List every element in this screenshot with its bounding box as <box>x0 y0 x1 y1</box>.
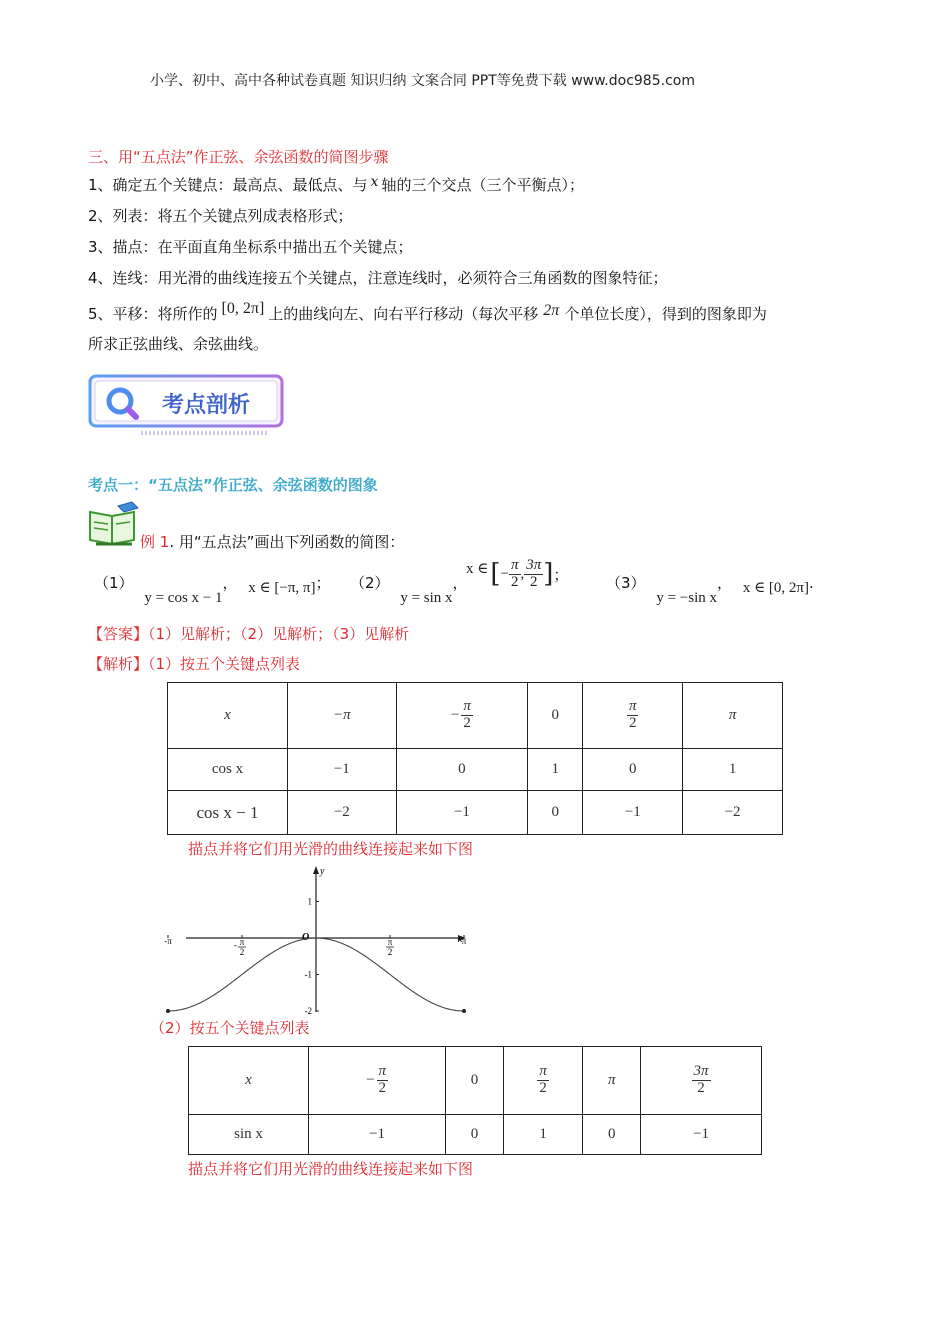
table-1-header-cell <box>683 683 783 749</box>
table-1-cell: 1 <box>683 749 783 791</box>
table-1-row-label: x <box>168 683 288 749</box>
origin-label: O <box>302 932 310 943</box>
problem-2-func: y = sin x <box>400 590 453 606</box>
y-tick-label: 1 <box>307 896 312 907</box>
table-2-sin-row <box>189 1115 762 1155</box>
table-2-row-label: x <box>189 1047 309 1115</box>
table-1-cell: 0 <box>396 749 527 791</box>
answer <box>88 623 409 644</box>
fraction-numerator: 3π <box>693 1063 709 1080</box>
table-1-cosm1-row <box>168 791 783 835</box>
table-1-row-label: cos x <box>168 749 288 791</box>
problem-2-upper-den: 2 <box>530 573 538 590</box>
table-2-header-cell <box>583 1047 641 1115</box>
step-5-cont: 所求正弦曲线、余弦曲线。 <box>88 335 269 353</box>
fraction <box>537 1064 549 1097</box>
problem-3-sep: ， <box>717 574 733 592</box>
problem-2-lower-num: π <box>510 557 519 573</box>
example-1 <box>140 531 404 552</box>
table-1-cell: 0 <box>528 791 583 835</box>
minus-sign: − <box>450 706 460 723</box>
table-1-header-cell <box>288 683 397 749</box>
table-2-header-cell <box>446 1047 504 1115</box>
problem-2-bracket-right: ] <box>543 559 554 590</box>
problem-2-bracket-left: [ <box>490 559 501 590</box>
table-2-header-cell <box>309 1047 446 1115</box>
data-point <box>462 1009 466 1013</box>
step-1-text-a: 1、确定五个关键点：最高点、最低点、与 <box>88 176 368 194</box>
example-text: . 用“五点法”画出下列函数的简图： <box>169 533 405 551</box>
table-1 <box>167 682 783 835</box>
answer-label: 【答案】 <box>88 625 149 643</box>
header-value: 0 <box>551 707 559 723</box>
problem-1-sep: ， <box>222 574 238 592</box>
fraction <box>461 699 473 732</box>
step-1 <box>88 174 584 195</box>
problem-2-domain-x: x ∈ <box>466 560 489 577</box>
header-value: 0 <box>470 1072 479 1088</box>
fraction-numerator: π <box>628 698 637 715</box>
caption-1: 描点并将它们用光滑的曲线连接起来如下图 <box>188 840 474 858</box>
x-tick-label: π <box>461 936 467 946</box>
fraction-denominator: 2 <box>628 715 637 731</box>
fraction-numerator: π <box>463 698 471 715</box>
cos-graph <box>164 862 480 1016</box>
step-5-text-c: 个单位长度），得到的图象即为 <box>564 305 767 323</box>
y-tick-label: -1 <box>304 969 312 980</box>
problem-2 <box>350 572 468 606</box>
y-axis-label: y <box>320 866 325 877</box>
table-2-header-row <box>189 1047 762 1115</box>
fraction-denominator: 2 <box>697 1080 705 1096</box>
kaodian-banner <box>86 372 286 436</box>
problem-2-sep: ， <box>452 574 468 592</box>
kaodian-title: 考点一：“五点法”作正弦、余弦函数的图象 <box>88 476 378 494</box>
table-1-cell: −2 <box>683 791 783 835</box>
table-1-cell: −1 <box>288 749 397 791</box>
table-2-header-cell <box>641 1047 762 1115</box>
table-1-row-label: cos x − 1 <box>168 791 288 835</box>
problem-3 <box>606 572 814 606</box>
step-5-interval: [0, 2π] <box>221 300 265 317</box>
table-1-header-cell <box>528 683 583 749</box>
fraction-denominator: 2 <box>463 715 471 731</box>
problem-1-func: y = cos x − 1 <box>144 590 223 606</box>
fraction <box>692 1064 711 1097</box>
table-2-cell: −1 <box>641 1115 762 1155</box>
problem-1 <box>94 572 331 606</box>
problem-2-end: ； <box>553 565 569 584</box>
table-1-cell: 0 <box>583 749 683 791</box>
x-tick-label: π <box>239 937 245 947</box>
table-1-cell: 1 <box>528 749 583 791</box>
fraction-numerator: π <box>539 1063 547 1080</box>
problem-3-num: （3） <box>606 574 646 592</box>
table-1-cell: −1 <box>583 791 683 835</box>
x-tick-label: 2 <box>239 947 245 957</box>
table-1-header-row <box>168 683 783 749</box>
step-5-text-b: 上的曲线向左、向右平行移动（每次平移 <box>268 305 539 323</box>
caption-2: 描点并将它们用光滑的曲线连接起来如下图 <box>188 1160 474 1178</box>
fraction-numerator: π <box>378 1063 387 1080</box>
step-1-text-b: 轴的三个交点（三个平衡点）； <box>381 176 584 194</box>
table-2-cell: 0 <box>583 1115 641 1155</box>
section-title: 三、用“五点法”作正弦、余弦函数的简图步骤 <box>88 148 389 166</box>
header-value: π <box>728 707 737 723</box>
problem-3-domain: x ∈ [0, 2π] <box>742 580 809 596</box>
problem-1-num: （1） <box>94 574 134 592</box>
table-2-cell: 0 <box>446 1115 504 1155</box>
table-2-cell: 1 <box>503 1115 583 1155</box>
header-value: −π <box>332 707 351 723</box>
y-axis-arrow <box>313 866 319 874</box>
problem-2-lower-den: 2 <box>510 573 519 590</box>
problem-2-lower-frac <box>509 558 521 591</box>
step-3: 3、描点：在平面直角坐标系中描出五个关键点； <box>88 238 413 256</box>
problem-2-minus: − <box>500 565 509 582</box>
minus-sign: − <box>366 1071 375 1088</box>
fraction-denominator: 2 <box>539 1080 547 1096</box>
table-2-row-label: sin x <box>189 1115 309 1155</box>
problem-2-domain <box>466 558 568 591</box>
table-1-cell: −2 <box>288 791 397 835</box>
analysis-text: （1）按五个关键点列表 <box>148 655 301 673</box>
fraction <box>627 699 639 732</box>
x-tick-label: - <box>234 940 237 950</box>
problem-2-comma: , <box>520 565 525 582</box>
step-5 <box>88 300 767 324</box>
book-icon <box>86 500 142 546</box>
x-tick-label: -π <box>164 936 172 946</box>
table-2-cell: −1 <box>309 1115 446 1155</box>
data-point <box>166 1009 170 1013</box>
problem-3-end: . <box>808 574 814 592</box>
step-5-text-a: 5、平移：将所作的 <box>88 305 218 323</box>
analysis-label: 【解析】 <box>88 655 149 673</box>
step-4: 4、连线：用光滑的曲线连接五个关键点，注意连线时，必须符合三角函数的图象特征； <box>88 269 668 287</box>
step-5-shift: 2π <box>543 302 560 319</box>
x-tick-label: 2 <box>387 947 393 957</box>
y-tick-label: -2 <box>304 1006 312 1016</box>
analysis <box>88 653 300 674</box>
fraction-denominator: 2 <box>378 1080 387 1096</box>
problem-3-func: y = −sin x <box>656 590 718 606</box>
step-2: 2、列表：将五个关键点列成表格形式； <box>88 207 353 225</box>
step-1-var: x <box>370 174 379 190</box>
table-1-cos-row <box>168 749 783 791</box>
table-2 <box>188 1046 762 1155</box>
banner-title: 考点剖析 <box>162 393 251 418</box>
example-label: 例 1 <box>140 533 170 551</box>
problem-2-num: （2） <box>350 574 390 592</box>
page-header: 小学、初中、高中各种试卷真题 知识归纳 文案合同 PPT等免费下载 www.doc985.com <box>150 73 695 89</box>
header-value: π <box>608 1072 616 1088</box>
problem-2-upper-frac <box>524 558 543 591</box>
table-1-cell: −1 <box>396 791 527 835</box>
problem-2-upper-num: 3π <box>526 557 542 573</box>
table-1-header-cell <box>396 683 527 749</box>
answer-text: （1）见解析；（2）见解析；（3）见解析 <box>148 625 410 643</box>
problem-1-end: ； <box>315 574 331 592</box>
x-tick-label: π <box>387 937 393 947</box>
fraction <box>377 1064 389 1097</box>
table-2-header-cell <box>503 1047 583 1115</box>
x-axis-label: x <box>458 934 463 945</box>
part-2-title: （2）按五个关键点列表 <box>150 1019 310 1037</box>
table-1-header-cell <box>583 683 683 749</box>
problem-1-domain: x ∈ [−π, π] <box>248 580 316 596</box>
